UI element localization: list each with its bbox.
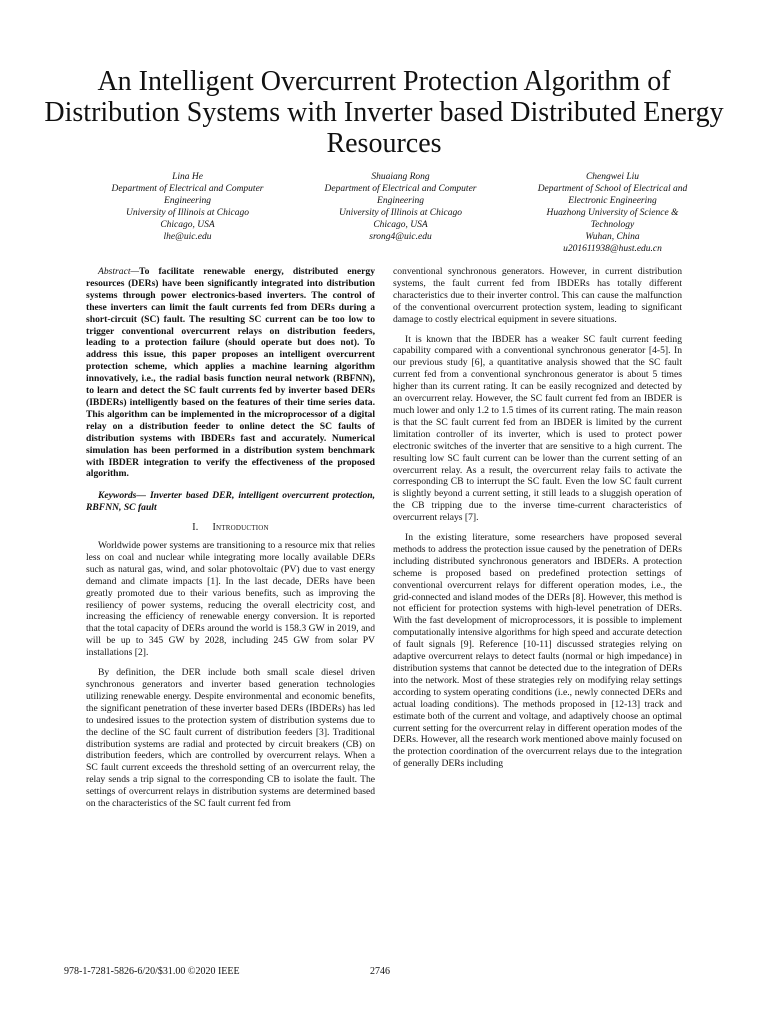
paper-title: An Intelligent Overcurrent Protection Algorithm of Distribution Systems with Inverter based Distributed Energy Resources xyxy=(44,66,724,159)
copyright-notice: 978-1-7281-5826-6/20/$31.00 ©2020 IEEE xyxy=(64,966,240,977)
author-affiliation-line: Electronic Engineering xyxy=(568,196,657,206)
author-name: Shuaiang Rong xyxy=(371,172,430,182)
keywords-body: Inverter based DER, intelligent overcurrent protection, RBFNN, SC fault xyxy=(86,490,375,514)
author-affiliation-line: Chicago, USA xyxy=(373,220,428,230)
author-3 xyxy=(505,171,720,255)
body-paragraph: Worldwide power systems are transitioning to a resource mix that relies less on coal and nuclear while integrating more locally available DERs such as natural gas, wind, and solar photovoltaic (PV) due to vast energy demand and climate impacts [1]. In the last decade, DERs have been greatly promoted due to their various benefits, such as improving the resiliency of power systems, reducing the overall electricity cost, and increasing the efficiency of renewable energy conversion. It is reported that the total capacity of DERs around the world is 158.3 GW in 2019, and will be up to 345 GW by 2028, including 245 GW from solar PV installations [2]. xyxy=(86,540,375,659)
author-block xyxy=(80,171,720,261)
section-title: Introduction xyxy=(212,522,269,534)
section-number: I. xyxy=(192,522,199,534)
body-paragraph: conventional synchronous generators. However, in current distribution systems, the fault current fed from IBDERs has totally different characteristics due to their inverter control. This can cause the malfunction of the conventional overcurrent protection system, leading to significant damage to costly electrical equipment in severe situations. xyxy=(393,266,682,325)
right-column xyxy=(393,266,682,778)
body-paragraph: In the existing literature, some researchers have proposed several methods to address the protection issue caused by the penetration of DERs including distributed synchronous generators and IBDERs. A protection scheme is proposed based on predefined protection settings of conventional overcurrent relays for different operation modes, i.e., the grid-connected and island modes of the DERs [8]. However, this method is not efficient for protection systems with high-level penetration of DERs. With the fast development of microprocessors, it is possible to implement computationally intensive algorithms for high speed and accurate detection of fault signals [9]. Reference [10-11] discussed strategies relying on adaptive overcurrent relays to detect faults (normal or high impedance) in distribution systems that cannot be detected due to the integration of DERs into the network. Most of these strategies rely on modifying relay settings according to system operating conditions (i.e., newly connected DERs and actual loading conditions). The methods proposed in [12-13] track and estimate both of the current and voltage, and adaptively choose an optimal current setting for the overcurrent relay in different operation modes of the DERs. However, all the research work mentioned above mainly focused on the protection coordination of the overcurrent relays due to the integration of generally DERs including xyxy=(393,532,682,770)
author-email: srong4@uic.edu xyxy=(369,232,432,242)
page-number: 2746 xyxy=(370,966,390,977)
keywords-label: Keywords— xyxy=(98,490,150,502)
abstract-body: To facilitate renewable energy, distributed energy resources (DERs) have been significantly integrated into distribution systems through power electronics-based inverters. The control of these inverters can limit the fault currents fed from DERs during a short-circuit (SC) fault. The resulting SC current can be too low to trigger conventional overcurrent relays on distribution feeders, leading to a protection failure (should operate but does not). To address this issue, this paper proposes an intelligent overcurrent protection scheme, which applies a machine learning algorithm innovatively, i.e., the radial basis function neural network (RBFNN), to learn and detect the SC fault currents fed by inverter based DERs (IBDERs) intelligently based on the features of their time series data. This algorithm can be implemented in the microprocessor of a digital relay on a distribution feeder to online detect the SC faults of distribution systems with IBDERs fast and accurately. Numerical simulation has been performed in a distribution system benchmark with IBDER integration to verify the effectiveness of the proposed algorithm. xyxy=(86,266,375,480)
body-paragraph: It is known that the IBDER has a weaker SC fault current feeding capability compared with a conventional synchronous generator [4-5]. In our previous study [6], a quantitative analysis showed that the SC fault current fed from a conventional synchronous generator is about 5 times higher than its current rating. It can be easily recognized and detected by an overcurrent relay. However, the SC fault current fed from an IBDER is much lower and only 1.2 to 1.5 times of its current rating. The main reason is that the SC fault current fed from an IBDER is limited by the current limitation controller of its inverter, which is used to protect power electronic switches of the inverter that are sensitive to a high current. The resulting low SC fault current can be lower than the current setting of an overcurrent relay. As a result, the overcurrent relay fails to activate the corresponding CB to interrupt the SC fault. Even the low SC fault current is slightly beyond a current setting, it still leads to a sluggish operation of the CB tripping due to the inverse time-current characteristics of overcurrent relays [7]. xyxy=(393,333,682,524)
author-affiliation-line: Engineering xyxy=(164,196,211,206)
author-email: lhe@uic.edu xyxy=(163,232,212,242)
author-name: Chengwei Liu xyxy=(585,172,640,182)
author-affiliation-line: Department of Electrical and Computer xyxy=(111,184,264,194)
author-affiliation-line: Huazhong University of Science & xyxy=(546,208,679,218)
author-affiliation-line: Chicago, USA xyxy=(160,220,215,230)
author-affiliation-line: Department of Electrical and Computer xyxy=(324,184,477,194)
author-affiliation-line: University of Illinois at Chicago xyxy=(126,208,249,218)
author-affiliation-line: Technology xyxy=(590,220,635,230)
section-heading-introduction xyxy=(86,522,375,534)
author-2 xyxy=(293,171,508,243)
author-email: u201611938@hust.edu.cn xyxy=(563,244,662,254)
keywords xyxy=(86,490,375,514)
abstract-label: Abstract— xyxy=(98,266,140,277)
author-name: Lina He xyxy=(172,172,203,182)
author-affiliation-line: Wuhan, China xyxy=(585,232,640,242)
author-affiliation-line: Engineering xyxy=(377,196,424,206)
left-column xyxy=(86,266,375,818)
author-affiliation-line: Department of School of Electrical and xyxy=(537,184,688,194)
abstract xyxy=(86,266,375,480)
body-paragraph: By definition, the DER include both small scale diesel driven synchronous generators and inverter based generation technologies utilizing renewable energy. Despite environmental and economic benefits, the significant penetration of these inverter based DERs (IBDERs) has led to undesired issues to the protection system of distribution systems due to the decline of the SC fault current of distribution feeders [3]. Traditional distribution systems are radial and protected by circuit breakers (CB) on distribution feeders, which are controlled by overcurrent relays. When a SC fault current exceeds the threshold setting of an overcurrent relay, the relay sends a trip signal to the corresponding CB to isolate the fault. The settings of overcurrent relays in distribution systems are determined based on the characteristics of the SC fault current fed from xyxy=(86,667,375,810)
author-1 xyxy=(80,171,295,243)
author-affiliation-line: University of Illinois at Chicago xyxy=(339,208,462,218)
